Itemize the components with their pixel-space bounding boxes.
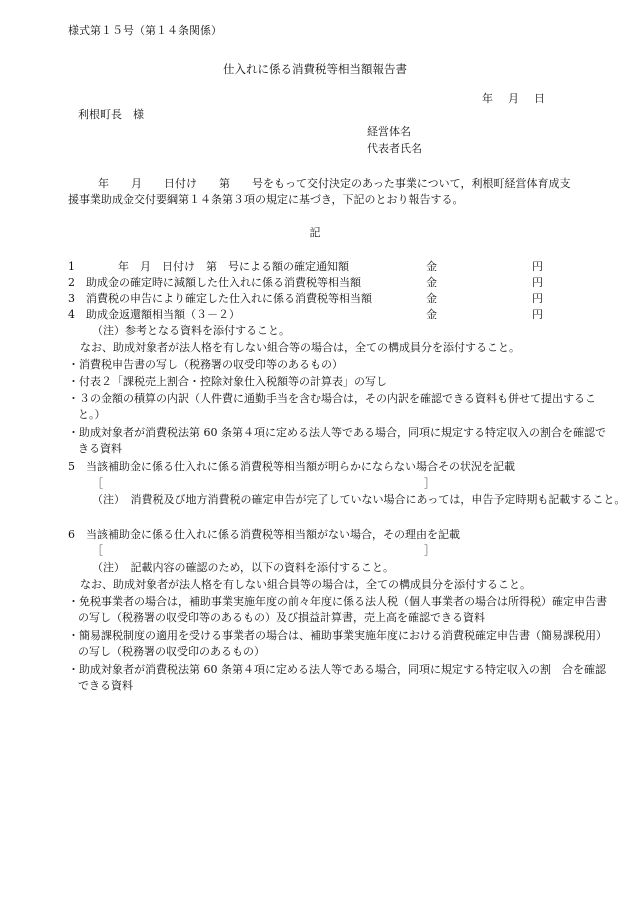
page-title: 仕入れに係る消費税等相当額報告書: [223, 62, 407, 76]
representative-label: 代表者氏名: [367, 142, 422, 155]
yen-label: 円: [532, 276, 543, 289]
ki-heading: 記: [309, 226, 321, 239]
item-6-bracket-open: ［: [92, 544, 103, 557]
item-6-number: 6: [68, 528, 75, 541]
item-6-bracket-close: ］: [424, 544, 435, 557]
item-6-note: （注） 記載内容の確認のため，以下の資料を添付すること。: [92, 561, 395, 574]
kin-label: 金: [426, 308, 437, 321]
kin-label: 金: [426, 260, 437, 273]
org-name-label: 経営体名: [367, 125, 411, 138]
item-label: 消費税の申告により確定した仕入れに係る消費税等相当額: [86, 292, 372, 305]
kin-label: 金: [426, 292, 437, 305]
item-5-label: 当該補助金に係る仕入れに係る消費税等相当額が明らかにならない場合その状況を記載: [86, 460, 515, 473]
item-number: 2: [68, 276, 75, 289]
note-1-bullet: ・消費税申告書の写し（税務署の収受印等のあるもの）: [68, 358, 343, 371]
item-6-bullet: ・簡易課税制度の適用を受ける事業者の場合は、補助事業実施年度における消費税確定申告書（簡易課税用）の写し（税務署の収受印のあるもの）: [68, 629, 607, 658]
intro-line-2: 援事業助成金交付要綱第１４条第３項の規定に基づき，下記のとおり報告する。: [68, 193, 464, 206]
item-number: 1: [68, 260, 75, 273]
item-5-bracket-open: ［: [92, 477, 103, 490]
addressee: 利根町長 様: [78, 108, 144, 121]
item-5-number: 5: [68, 460, 75, 473]
note-1-bullet: ・付表２「課税売上割合・控除対象仕入税額等の計算表」の写し: [68, 375, 387, 388]
kin-label: 金: [426, 276, 437, 289]
item-6-bullet: ・助成対象者が消費税法第 60 条第４項に定める法人等である場合，同項に規定する特定収入の割 合を確認できる資料: [68, 663, 606, 692]
note-1-paragraph: なお、助成対象者が法人格を有しない組合等の場合は，全ての構成員分を添付すること。: [80, 341, 520, 354]
item-5-bracket-close: ］: [424, 477, 435, 490]
item-5-note: （注） 消費税及び地方消費税の確定申告が完了していない場合にあっては，申告予定時期も記載すること。: [92, 493, 626, 506]
yen-label: 円: [532, 292, 543, 305]
yen-label: 円: [532, 260, 543, 273]
form-id: 様式第１５号（第１４条関係）: [68, 24, 222, 37]
item-6-label: 当該補助金に係る仕入れに係る消費税等相当額がない場合，その理由を記載: [86, 528, 460, 541]
item-6-paragraph: なお、助成対象者が法人格を有しない組合員等の場合は，全ての構成員分を添付すること。: [80, 578, 531, 591]
date-line: 年 月 日: [482, 92, 547, 105]
item-6-bullet: ・免税事業者の場合は，補助事業実施年度の前々年度に係る法人税（個人事業者の場合は所得税）確定申告書の写し（税務署の収受印等のあるもの）及び損益計算書，売上高を確認できる資料: [68, 595, 607, 624]
item-number: 4: [68, 308, 75, 321]
item-label: 年 月 日付け 第 号による額の確定通知額: [118, 260, 349, 273]
yen-label: 円: [532, 308, 543, 321]
note-1-label: （注）参考となる資料を添付すること。: [92, 324, 290, 337]
note-1-bullet: ・３の金額の積算の内訳（人件費に通勤手当を含む場合は，その内訳を確認できる資料も併せて提出すること。）: [68, 392, 596, 421]
item-label: 助成金の確定時に減額した仕入れに係る消費税等相当額: [86, 276, 361, 289]
intro-line-1: 年 月 日付け 第 号をもって交付決定のあった事業について，利根町経営体育成支: [98, 177, 571, 190]
note-1-bullet: ・助成対象者が消費税法第 60 条第４項に定める法人等である場合，同項に規定する特定収入の割合を確認できる資料: [68, 426, 606, 455]
item-label: 助成金返還額相当額（３－２）: [86, 308, 240, 321]
item-number: 3: [68, 292, 75, 305]
